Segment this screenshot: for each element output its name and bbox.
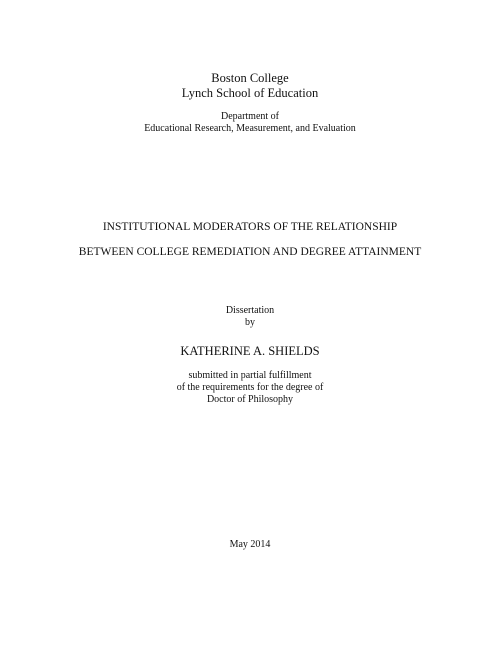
school-name: Lynch School of Education [181, 86, 319, 100]
submission-statement-line-1: submitted in partial fulfillment [188, 370, 312, 381]
dissertation-title-line-1: INSTITUTIONAL MODERATORS OF THE RELATIONSHIP [102, 221, 398, 233]
submission-statement-line-2: of the requirements for the degree of [176, 382, 324, 393]
dissertation-title-line-2: BETWEEN COLLEGE REMEDIATION AND DEGREE ATTAINMENT [78, 246, 422, 258]
author-name: KATHERINE A. SHIELDS [180, 344, 320, 358]
department-label: Department of [220, 111, 280, 122]
degree-name: Doctor of Philosophy [206, 394, 294, 405]
department-name: Educational Research, Measurement, and Evaluation [144, 123, 356, 134]
document-type: Dissertation [225, 305, 275, 316]
university-name: Boston College [211, 71, 289, 85]
byline-by: by [245, 317, 255, 328]
submission-date: May 2014 [229, 539, 271, 550]
